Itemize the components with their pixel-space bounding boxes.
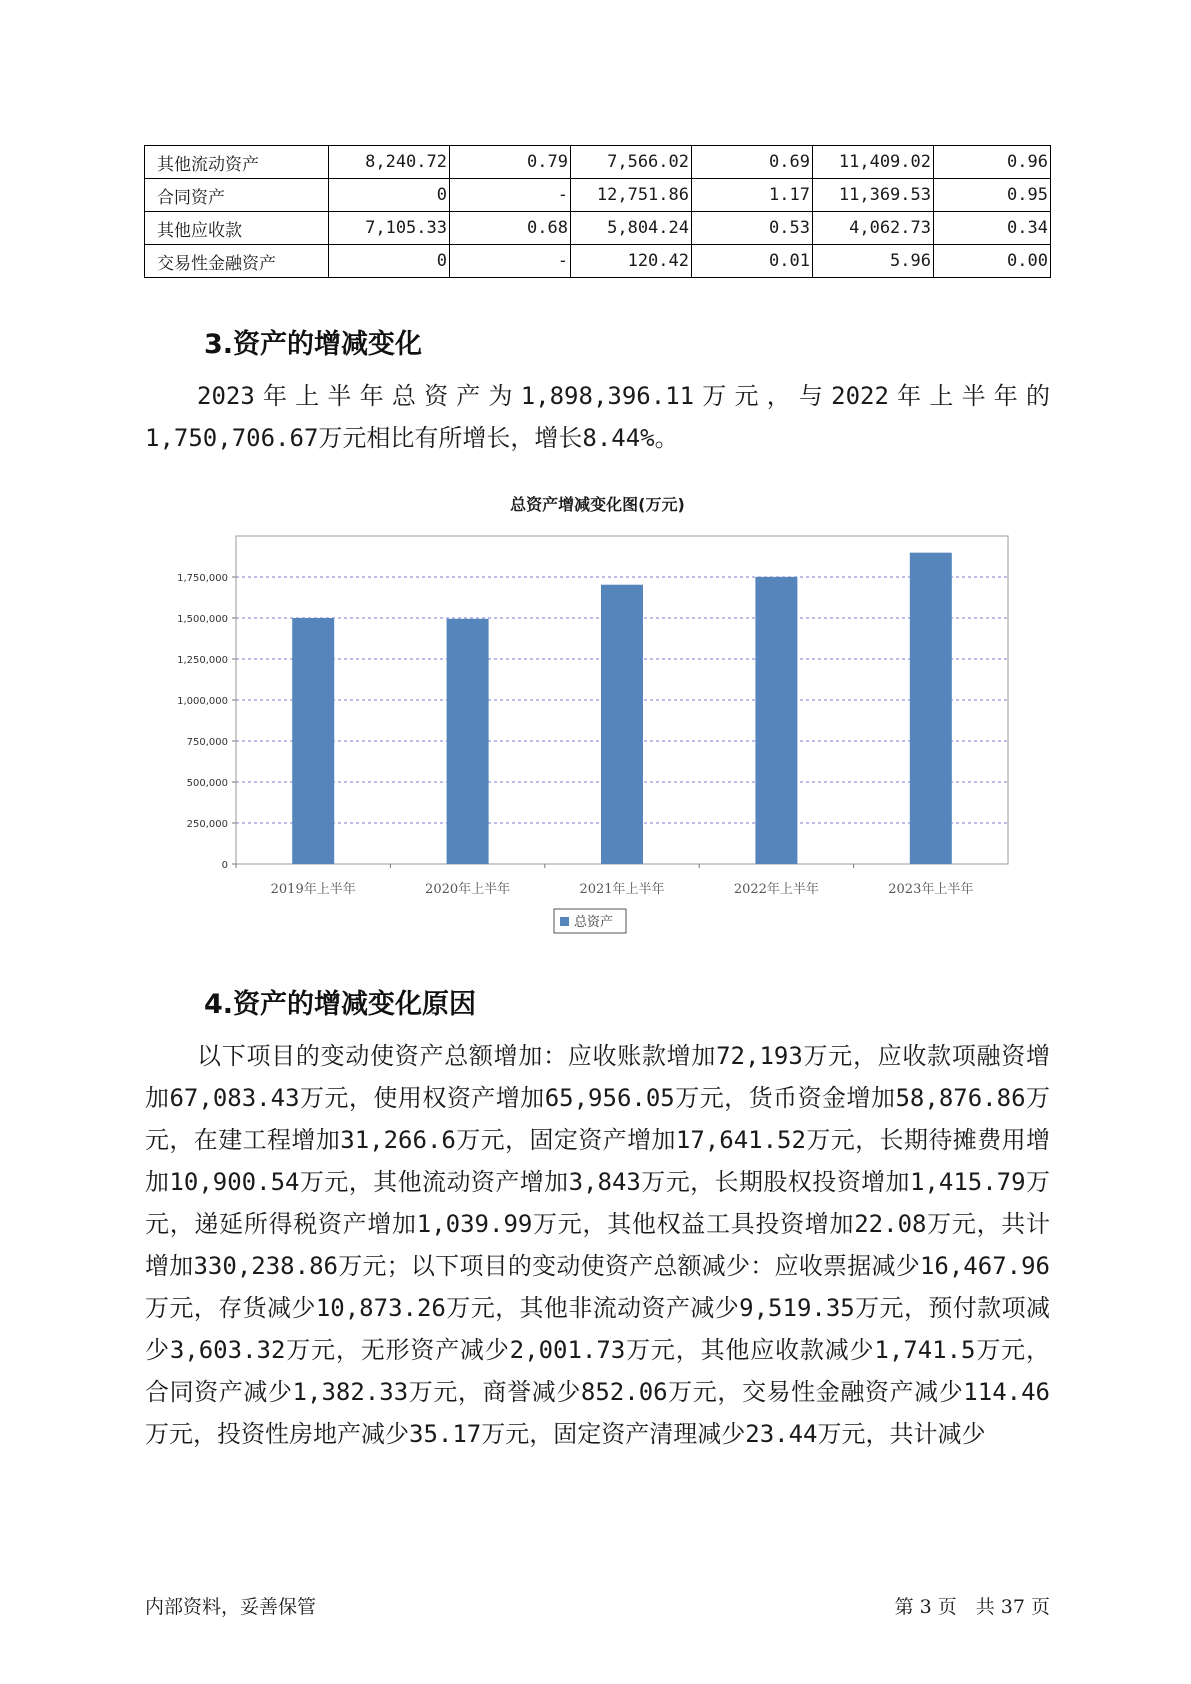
table-cell: 0.68 — [450, 212, 571, 245]
bar — [601, 585, 643, 864]
y-tick-label: 750,000 — [186, 737, 228, 748]
table-cell: - — [450, 245, 571, 278]
row-label: 其他应收款 — [145, 212, 329, 245]
section3-heading: 3.资产的增减变化 — [204, 329, 423, 360]
table-row — [145, 179, 1051, 212]
table-cell: 0.69 — [692, 146, 813, 179]
y-tick-label: 1,000,000 — [177, 696, 228, 707]
y-tick-label: 1,750,000 — [177, 573, 228, 584]
table-cell: 5,804.24 — [571, 212, 692, 245]
y-tick-label: 1,250,000 — [177, 655, 228, 666]
bar — [755, 577, 797, 864]
table-cell: 0.79 — [450, 146, 571, 179]
y-tick-label: 1,500,000 — [177, 614, 228, 625]
section4-paragraph: 以下项目的变动使资产总额增加：应收账款增加72,193万元，应收款项融资增加67,083.43万元，使用权资产增加65,956.05万元，货币资金增加58,876.86万元，在建工程增加31,266.6万元，固定资产增加17,641.52万元，长期待摊费用增加10,900.54万元，其他流动资产增加3,843万元，长期股权投资增加1,415.79万元，递延所得税资产增加1,039.99万元，其他权益工具投资增加22.08万元，共计增加330,238.86万元；以下项目的变动使资产总额减少：应收票据减少16,467.96万元，存货减少10,873.26万元，其他非流动资产减少9,519.35万元，预付款项减少3,603.32万元，无形资产减少2,001.73万元，其他应收款减少1,741.5万元，合同资产减少1,382.33万元，商誉减少852.06万元，交易性金融资产减少114.46万元，投资性房地产减少35.17万元，固定资产清理减少23.44万元，共计减少 — [145, 1042, 1050, 1448]
table-cell: 11,369.53 — [813, 179, 934, 212]
table-row — [145, 245, 1051, 278]
table-cell: 7,566.02 — [571, 146, 692, 179]
table-cell: 8,240.72 — [329, 146, 450, 179]
row-label: 其他流动资产 — [145, 146, 329, 179]
table-cell: 0.96 — [934, 146, 1051, 179]
table-cell: 0 — [329, 245, 450, 278]
x-tick-label: 2022年上半年 — [733, 882, 819, 897]
legend-label: 总资产 — [574, 915, 614, 930]
legend-swatch — [560, 917, 569, 926]
row-label: 交易性金融资产 — [145, 245, 329, 278]
y-tick-label: 0 — [221, 860, 228, 871]
footer-left: 内部资料，妥善保管 — [145, 1596, 317, 1618]
table-row — [145, 146, 1051, 179]
table-cell: 0.01 — [692, 245, 813, 278]
bar — [292, 618, 334, 864]
table-cell: 1.17 — [692, 179, 813, 212]
footer-page-number: 第 3 页 共 37 页 — [894, 1596, 1050, 1618]
table-cell: 4,062.73 — [813, 212, 934, 245]
table-row — [145, 212, 1051, 245]
x-tick-label: 2020年上半年 — [425, 882, 511, 897]
y-tick-label: 500,000 — [186, 778, 228, 789]
section3-paragraph: 2023年上半年总资产为1,898,396.11万元，与2022年上半年的1,750,706.67万元相比有所增长，增长8.44%。 — [145, 382, 1050, 452]
x-tick-label: 2021年上半年 — [579, 882, 665, 897]
table-cell: - — [450, 179, 571, 212]
y-tick-label: 250,000 — [186, 819, 228, 830]
table-cell: 7,105.33 — [329, 212, 450, 245]
section4-heading: 4.资产的增减变化原因 — [204, 989, 477, 1020]
x-tick-label: 2023年上半年 — [888, 882, 974, 897]
table-cell: 11,409.02 — [813, 146, 934, 179]
asset-table — [144, 145, 1051, 278]
row-label: 合同资产 — [145, 179, 329, 212]
table-cell: 0.53 — [692, 212, 813, 245]
table-cell: 0.95 — [934, 179, 1051, 212]
x-tick-label: 2019年上半年 — [270, 882, 356, 897]
table-cell: 0 — [329, 179, 450, 212]
bar — [447, 619, 489, 864]
chart-title: 总资产增减变化图(万元) — [510, 495, 685, 514]
table-cell: 120.42 — [571, 245, 692, 278]
table-cell: 0.34 — [934, 212, 1051, 245]
total-assets-bar-chart — [150, 525, 1020, 945]
table-cell: 0.00 — [934, 245, 1051, 278]
table-cell: 12,751.86 — [571, 179, 692, 212]
table-cell: 5.96 — [813, 245, 934, 278]
bar — [910, 553, 952, 864]
